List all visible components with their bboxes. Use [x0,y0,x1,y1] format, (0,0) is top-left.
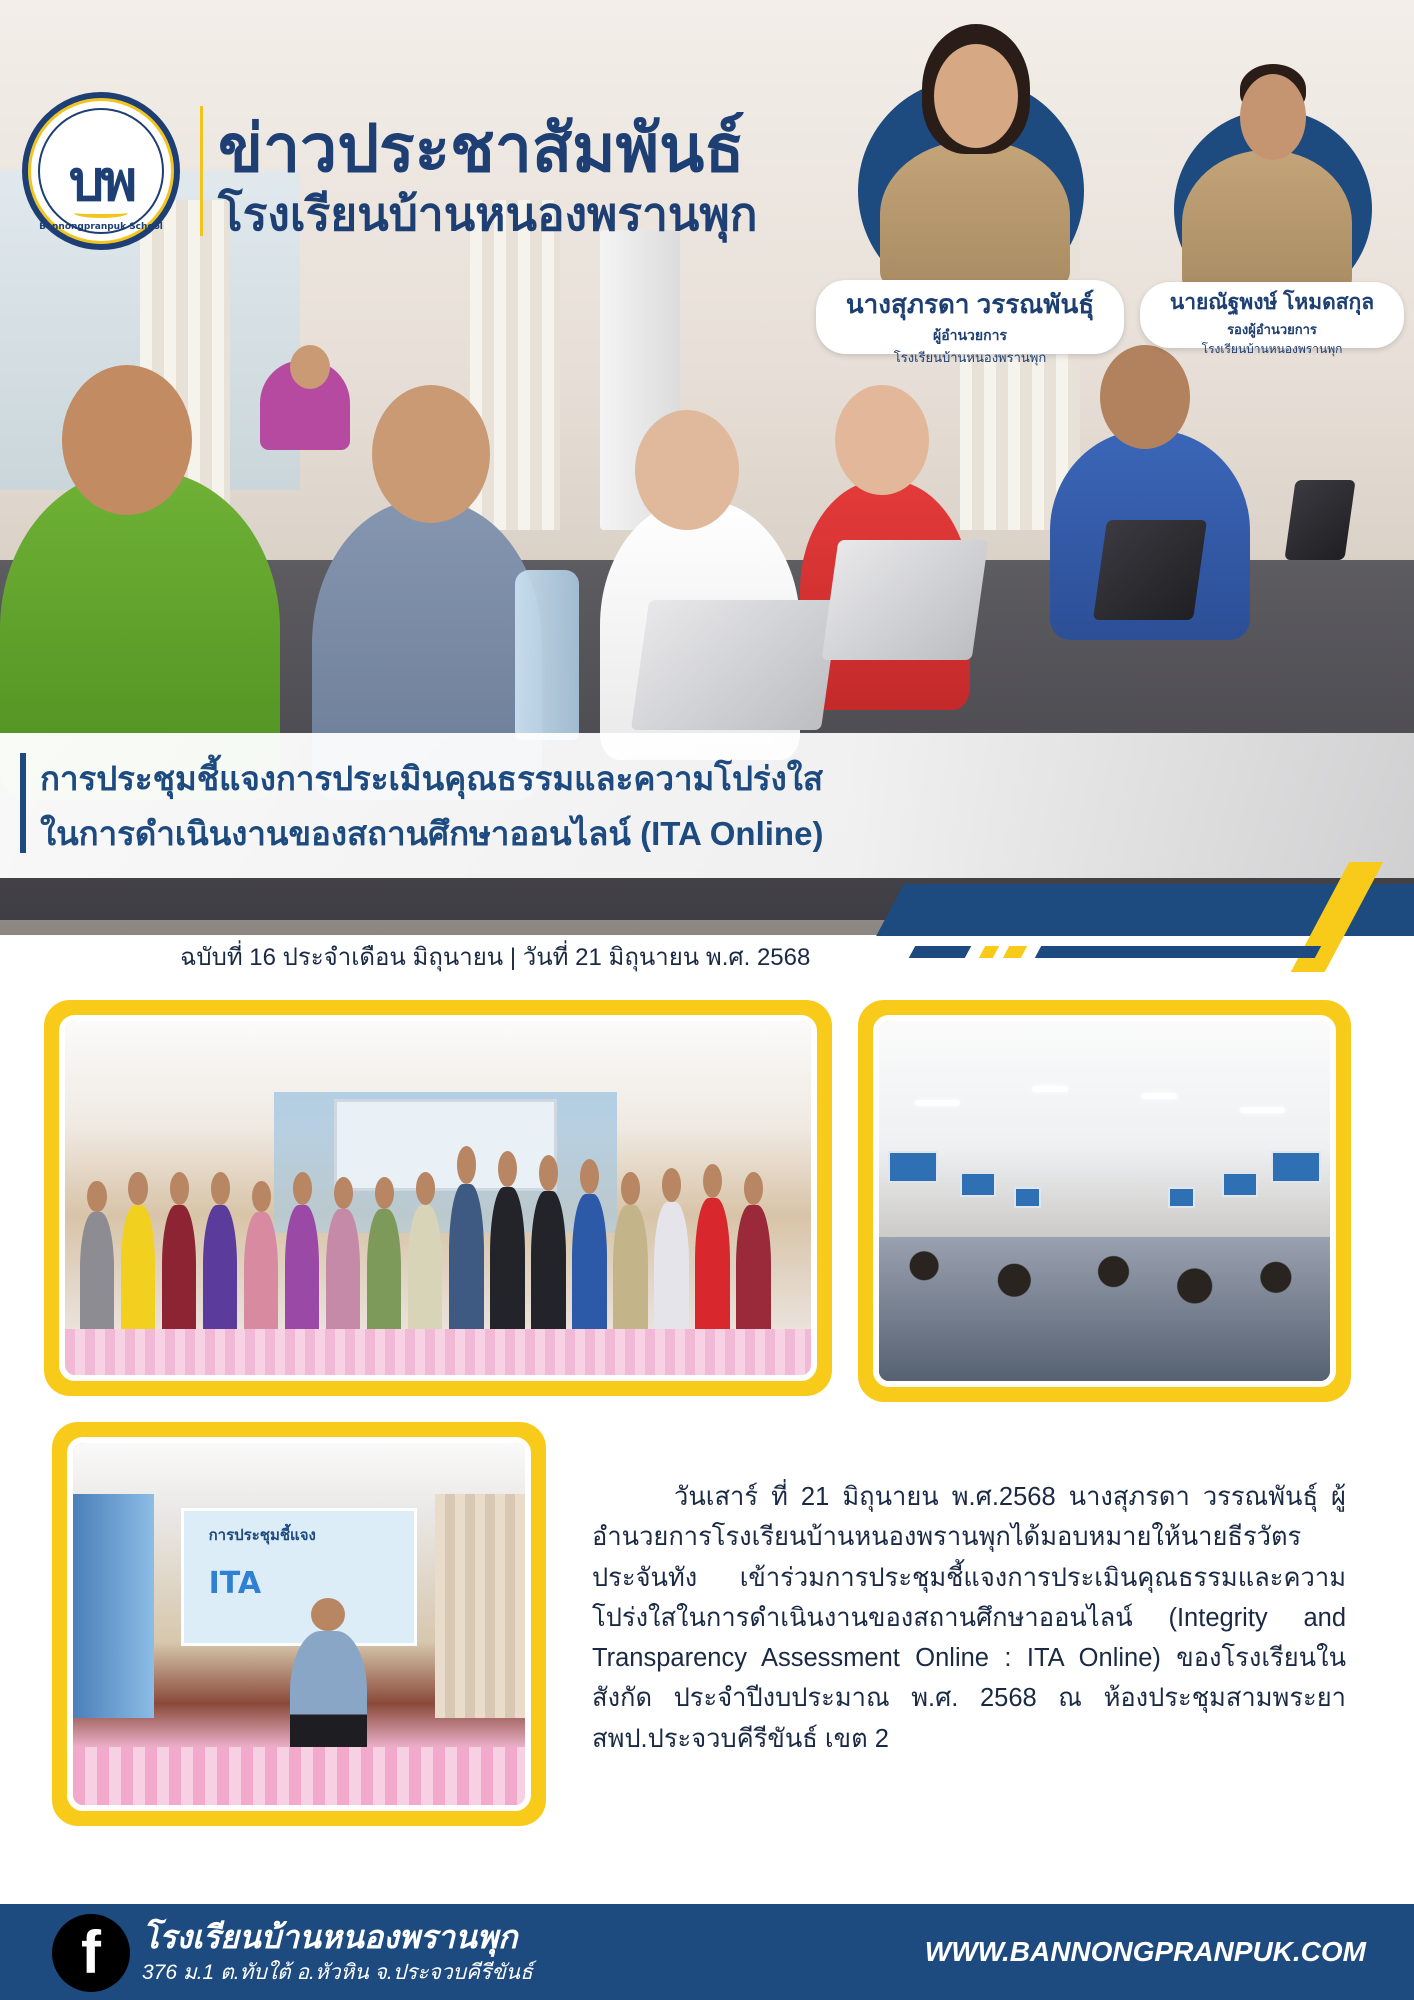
issue-date-line: ฉบับที่ 16 ประจำเดือน มิถุนายน | วันที่ 21 มิถุนายน พ.ศ. 2568 [180,944,811,971]
portrait-face [934,44,1018,148]
hall-light [1141,1093,1177,1099]
deputy-school: โรงเรียนบ้านหนองพรานพุก [1201,342,1343,356]
page-subtitle: โรงเรียนบ้านหนองพรานพุก [218,188,758,240]
director-name: นางสุภรดา วรรณพันธุ์ [845,289,1095,319]
hall-light [915,1100,960,1106]
school-logo [22,92,180,250]
stage-curtain-right [435,1494,525,1718]
header-divider [200,106,203,236]
group-projector-screen [334,1099,558,1191]
hall-light [1032,1086,1068,1092]
group-stage-skirt [65,1329,811,1375]
portrait-uniform [1182,150,1352,296]
logo-label: Bannongpranpuk School [39,222,163,232]
stage-skirt [73,1747,525,1805]
page-title: ข่าวประชาสัมพันธ์ [218,111,745,185]
hero-laptop [1093,520,1207,620]
hero-laptop [1284,480,1355,560]
facebook-icon[interactable] [52,1914,130,1992]
headline-line-2: ในการดำเนินงานของสถานศึกษาออนไลน์ (ITA Online) [40,815,824,852]
hero-laptop [631,600,839,730]
footer-website-link[interactable]: WWW.BANNONGPRANPUK.COM [924,1936,1366,1967]
hall-screen [1222,1172,1258,1197]
decor-stripe-yellow [979,946,999,958]
hall-screen [960,1172,996,1197]
hero-person-head [835,385,929,495]
hero-person-head [372,385,490,523]
stage-screen-ita-logo: ITA [208,1566,262,1602]
photo-frame-stage [52,1422,546,1826]
hall-screen [1271,1151,1321,1183]
hall-light [1240,1107,1285,1113]
hero-person-head [62,365,192,515]
name-pill-deputy [1140,282,1404,356]
stage-screen-title: การประชุมชี้แจง [208,1525,316,1544]
hall-audience [879,1237,1330,1381]
article-body: วันเสาร์ ที่ 21 มิถุนายน พ.ศ.2568 นางสุภรดา วรรณพันธุ์ ผู้อำนวยการโรงเรียนบ้านหนองพรานพุกได้มอบหมายให้นายธีรวัตร ประจันทัง เข้าร่วมการประชุมชี้แจงการประเมินคุณธรรมและความโปร่งใสในการดำเนินงานของสถานศึกษาออนไลน์ (Integrity and Transparency Assessment Online : ITA Online) ของโรงเรียนในสังกัด ประจำปีงบประมาณ พ.ศ. 2568 ณ ห้องประชุมสามพระยา สพป.ประจวบคีรีขันธ์ เขต 2 [592,1483,1346,1753]
facebook-glyph: f [81,1919,101,1986]
headline-line-1: การประชุมชี้แจงการประเมินคุณธรรมและความโปร่งใส [40,760,824,797]
director-role: ผู้อำนวยการ [933,328,1007,344]
name-pill-director [816,280,1124,366]
photo-frame-hall [858,1000,1351,1402]
footer-address: 376 ม.1 ต.ทับใต้ อ.หัวหิน จ.ประจวบคีรีขันธ์ [142,1961,533,1984]
photo-frame-group [44,1000,832,1396]
photo-group [59,1015,817,1381]
hero-laptop [822,540,989,660]
hall-screen [1168,1187,1195,1209]
decor-stripe-navy [1035,946,1321,958]
stage-backdrop-left [73,1494,154,1718]
portrait-face [1240,74,1306,160]
decor-stripe-yellow [1003,946,1027,958]
portrait-uniform [880,140,1070,290]
deputy-name: นายณัฐพงษ์ โหมดสกุล [1169,291,1375,314]
photo-stage [67,1437,531,1811]
hall-screen [1014,1187,1041,1209]
footer-school-name[interactable]: โรงเรียนบ้านหนองพรานพุก [142,1919,518,1955]
headline-accent-bar [20,753,26,853]
deputy-role: รองผู้อำนวยการ [1227,323,1317,338]
decor-stripe-navy [909,946,971,958]
director-school: โรงเรียนบ้านหนองพรานพุก [893,351,1047,366]
hero-water-bottle [515,570,579,740]
hero-person-head [635,410,739,530]
hall-screen [888,1151,938,1183]
hero-person-head [290,345,330,389]
photo-hall [873,1015,1336,1387]
logo-monogram: บพ [68,148,134,214]
logo-laurel [74,208,128,218]
